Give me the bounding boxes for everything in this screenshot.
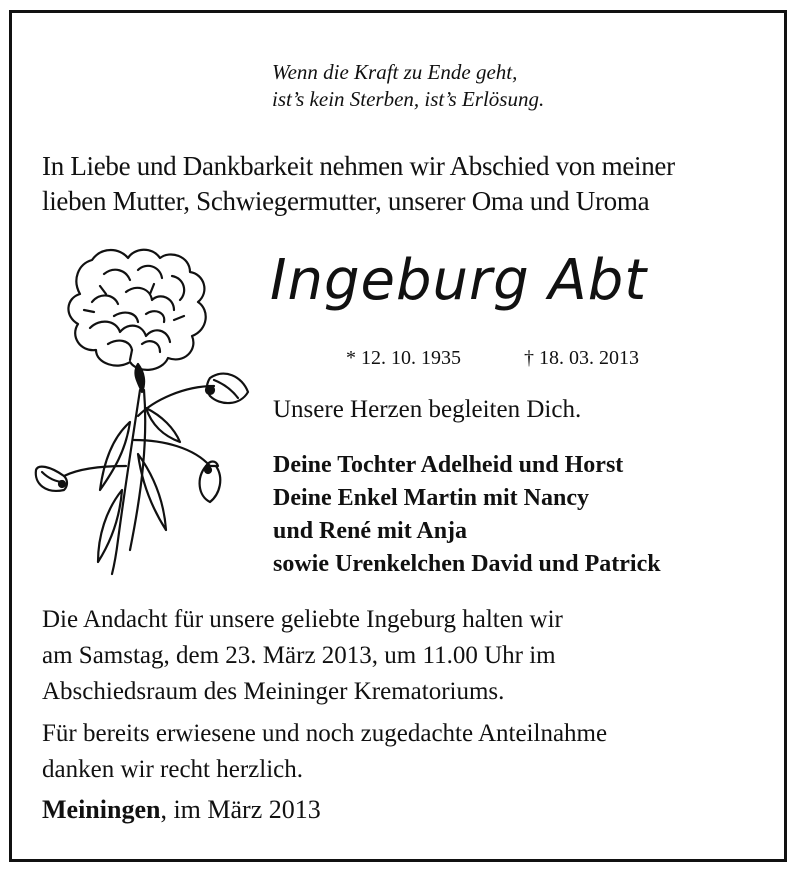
motto-line-1: Wenn die Kraft zu Ende geht, xyxy=(272,60,518,84)
intro-line-2: lieben Mutter, Schwiegermutter, unserer Oma und Uroma xyxy=(42,186,650,216)
family-line-2: Deine Enkel Martin mit Nancy xyxy=(273,485,589,511)
carnation-flower-illustration xyxy=(34,240,260,580)
ceremony-line-1: Die Andacht für unsere geliebte Ingeburg halten wir xyxy=(42,606,563,633)
motto-line-2: ist’s kein Sterben, ist’s Erlösung. xyxy=(272,87,545,111)
sentiment-line: Unsere Herzen begleiten Dich. xyxy=(273,396,582,423)
family-line-4: sowie Urenkelchen David und Patrick xyxy=(273,551,661,577)
family-line-3: und René mit Anja xyxy=(273,518,468,544)
birth-date: * 12. 10. 1935 xyxy=(346,347,461,369)
closing-place: Meiningen xyxy=(42,795,161,824)
intro-line-1: In Liebe und Dankbarkeit nehmen wir Abschied von meiner xyxy=(42,151,675,181)
closing-date: , im März 2013 xyxy=(160,795,321,824)
ceremony-line-2: am Samstag, dem 23. März 2013, um 11.00 Uhr im xyxy=(42,642,556,669)
deceased-name: Ingeburg Abt xyxy=(270,248,648,313)
closing-line xyxy=(42,793,321,827)
death-date: † 18. 03. 2013 xyxy=(524,347,639,369)
family-line-1: Deine Tochter Adelheid und Horst xyxy=(273,452,624,478)
thanks-line-1: Für bereits erwiesene und noch zugedachte Anteilnahme xyxy=(42,720,608,747)
thanks-line-2: danken wir recht herzlich. xyxy=(42,756,303,783)
ceremony-line-3: Abschiedsraum des Meininger Krematoriums. xyxy=(42,678,505,705)
